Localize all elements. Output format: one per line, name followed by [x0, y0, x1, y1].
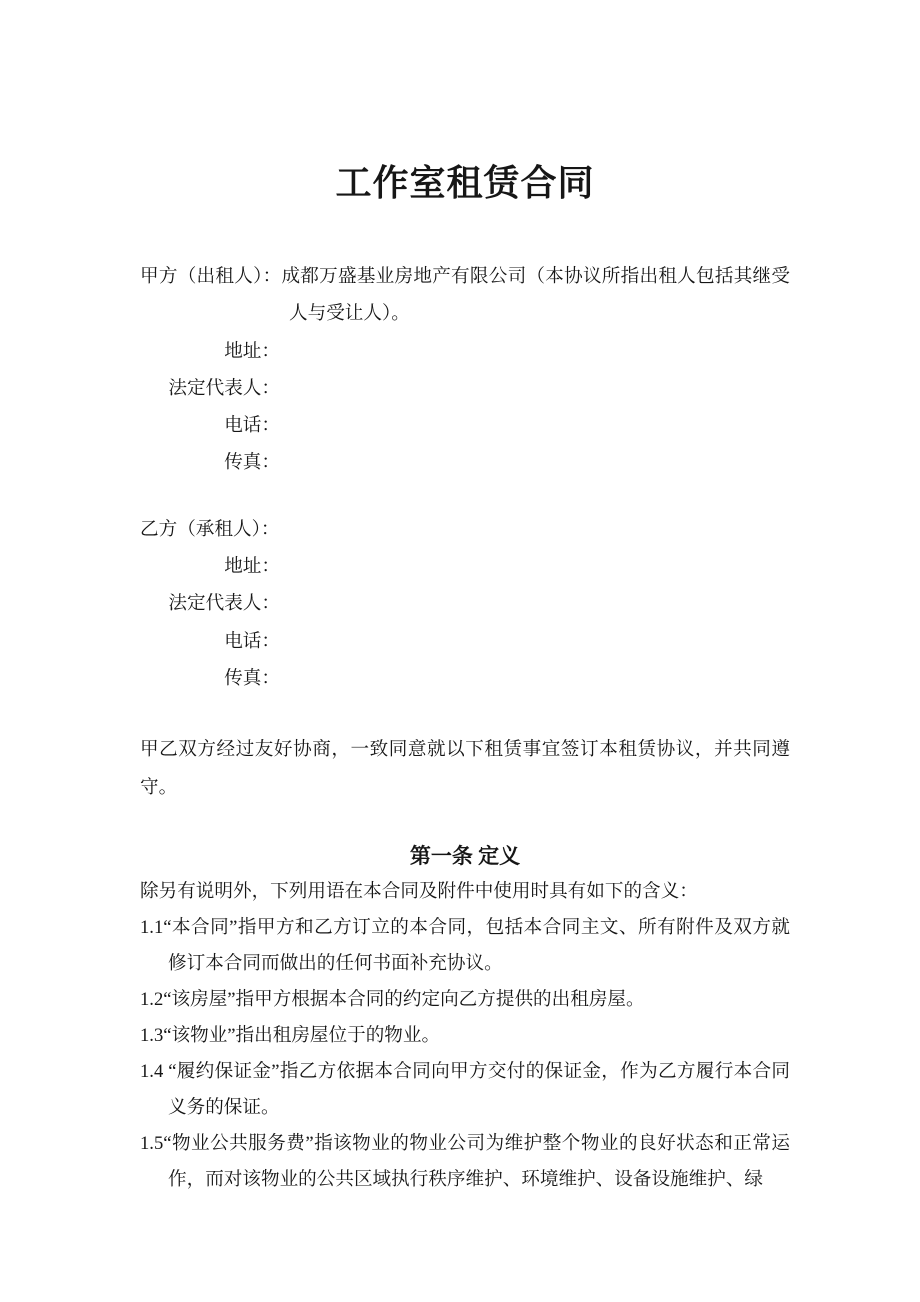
party-a-section — [140, 258, 790, 482]
item-number: 1.1 — [140, 916, 164, 938]
legal-representative-label: 法定代表人： — [168, 593, 280, 615]
preamble-paragraph: 甲乙双方经过友好协商，一致同意就以下租赁事宜签订本租赁协议，并共同遵守。 — [140, 739, 790, 798]
phone-label: 电话： — [224, 630, 280, 652]
item-number: 1.4 — [140, 1060, 164, 1082]
party-a-address-row — [140, 333, 790, 370]
address-label: 地址： — [224, 556, 280, 578]
party-a-legal-representative-row — [140, 370, 790, 407]
address-label: 地址： — [224, 340, 280, 362]
party-a-heading — [140, 258, 790, 333]
page-content — [140, 0, 790, 1198]
item-number: 1.2 — [140, 988, 164, 1010]
item-text: “履约保证金”指乙方依据本合同向甲方交付的保证金，作为乙方履行本合同义务的保证。 — [163, 1060, 790, 1118]
party-b-phone-row — [140, 623, 790, 660]
document-title: 工作室租赁合同 — [335, 163, 595, 203]
item-text: “该物业”指出租房屋位于的物业。 — [163, 1024, 441, 1046]
legal-representative-label: 法定代表人： — [168, 377, 280, 399]
party-b-label: 乙方（承租人）： — [140, 518, 280, 540]
definition-item-1-1 — [140, 910, 790, 982]
item-text: “物业公共服务费”指该物业的物业公司为维护整个物业的良好状态和正常运作，而对该物业的公共区域执行秩序维护、环境维护、设备设施维护、绿 — [163, 1132, 790, 1190]
definition-item-1-2 — [140, 982, 790, 1018]
item-number: 1.3 — [140, 1024, 164, 1046]
party-b-legal-representative-row — [140, 585, 790, 622]
item-text: “本合同”指甲方和乙方订立的本合同，包括本合同主文、所有附件及双方就修订本合同而做出的任何书面补充协议。 — [163, 916, 790, 974]
item-text: “该房屋”指甲方根据本合同的约定向乙方提供的出租房屋。 — [163, 988, 645, 1010]
section-1-heading: 第一条 定义 — [409, 843, 521, 868]
party-a-fax-row — [140, 444, 790, 481]
party-b-address-row — [140, 548, 790, 585]
phone-label: 电话： — [224, 415, 280, 437]
definition-item-1-4 — [140, 1054, 790, 1126]
definitions-intro: 除另有说明外，下列用语在本合同及附件中使用时具有如下的含义： — [140, 880, 698, 902]
definition-item-1-5 — [140, 1126, 790, 1198]
party-b-fax-row — [140, 660, 790, 697]
definition-item-1-3 — [140, 1018, 790, 1054]
party-a-value: 成都万盛基业房地产有限公司（本协议所指出租人包括其继受人与受让人）。 — [281, 266, 790, 325]
fax-label: 传真： — [224, 452, 280, 474]
fax-label: 传真： — [224, 667, 280, 689]
party-b-section — [140, 511, 790, 697]
definitions-section — [140, 874, 790, 1198]
party-b-heading — [140, 511, 790, 548]
party-a-phone-row — [140, 407, 790, 444]
item-number: 1.5 — [140, 1132, 164, 1154]
party-a-label: 甲方（出租人）： — [140, 266, 282, 287]
